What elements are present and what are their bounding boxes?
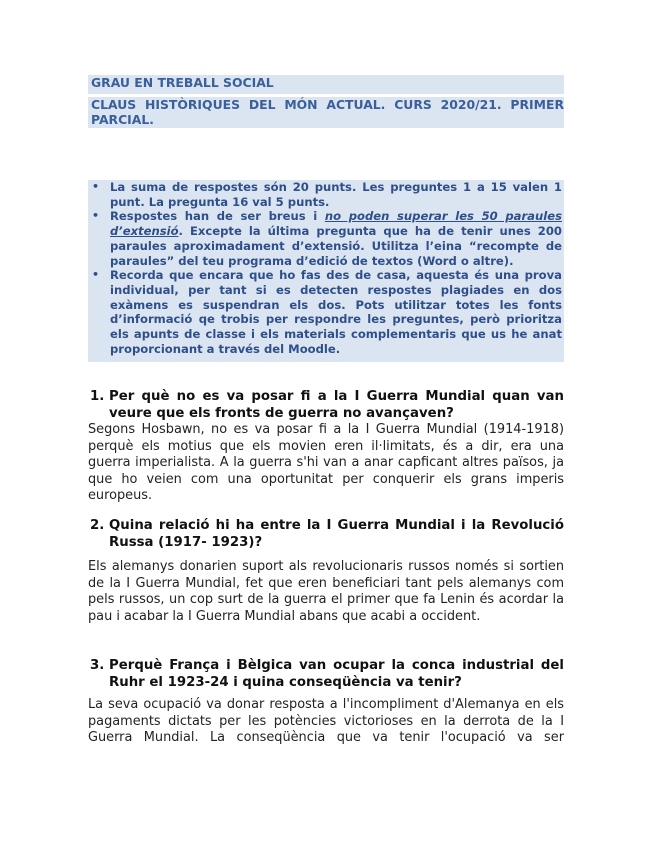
question-text: Quina relació hi ha entre la I Guerra Mundial i la Revolució Russa (1917- 1923)?: [109, 518, 564, 550]
answer-line: La seva ocupació va donar resposta a l'incompliment d'Alemanya en els: [88, 697, 564, 712]
answer-line: perquè els motius que els movien eren il·limitats, és a dir, era una: [88, 438, 564, 454]
instruction-text: La suma de respostes són 20 punts. Les preguntes 1 a 15 valen 1 punt. La pregunta 16 val 5 punts.: [110, 180, 562, 209]
exam-title-line-2: PARCIAL.: [91, 112, 154, 127]
instruction-item: [88, 268, 564, 356]
instruction-text: Recorda que encara que ho fas des de casa, aquesta és una prova individual, per tant si es detecten respostes plagiades en dos exàmens es suspendran els dos. Pots utilitzar totes les fonts d’informació qe trobis per respondre les preguntes, però prioritza els apunts de classe i els materials complementaris que us he anat proporcionant a través del Moodle.: [110, 268, 562, 356]
question-number: 1.: [90, 389, 105, 404]
instruction-underlined-text: no poden superar les 50 paraules d’extensió: [110, 209, 562, 239]
instruction-text: . Excepte la última pregunta que ha de tenir unes 200 paraules aproximadament d’extensió. Utilitza l’eina “recompte de paraules” del teu programa d’edició de textos (Word o altre).: [110, 224, 562, 268]
answer-line: guerra imperialista. A la guerra s'hi van a anar capficant altres països, ja: [88, 455, 564, 470]
exam-title: [88, 97, 564, 128]
question-1: [88, 389, 564, 422]
question-number: 2.: [90, 518, 105, 533]
exam-title-line-1: CLAUS HISTÒRIQUES DEL MÓN ACTUAL. CURS 2020/21. PRIMER: [91, 97, 564, 112]
bullet-icon: •: [92, 180, 100, 193]
instructions-box: [88, 180, 564, 362]
course-title: [88, 75, 564, 94]
degree-name: GRAU EN TREBALL SOCIAL: [91, 75, 274, 90]
answer-line: que ho veien com una oportunitat per conquerir els grans imperis: [88, 471, 564, 487]
answer-line: Segons Hosbawn, no es va posar fi a la I Guerra Mundial (1914-1918): [88, 422, 564, 437]
answer-line: pagaments dictats per les potències victorioses en la derrota de la I: [88, 713, 564, 729]
answer-line: pau i acabar la I Guerra Mundial abans que acabi a occident.: [88, 608, 481, 624]
answer-line: de la I Guerra Mundial, fet que eren beneficiari tant pels alemanys com: [88, 575, 564, 591]
bullet-icon: •: [92, 268, 100, 282]
question-number: 3.: [90, 658, 105, 673]
question-3: [88, 658, 564, 691]
instruction-text: Respostes han de ser breus i: [110, 209, 325, 224]
answer-2: [88, 559, 564, 625]
answer-line: pels russos, un cop surt de la guerra el primer que fa Lenin és acordar la: [88, 592, 564, 607]
instruction-item: [88, 209, 564, 268]
answer-line: Guerra Mundial. La conseqüència que va tenir l'ocupació va ser: [88, 730, 564, 745]
question-text: Per què no es va posar fi a la I Guerra Mundial quan van veure que els fronts de guerra no avançaven?: [109, 389, 564, 421]
bullet-icon: •: [92, 209, 100, 223]
instruction-item: [88, 180, 564, 209]
answer-line: europeus.: [88, 488, 153, 503]
answer-line: Els alemanys donarien suport als revolucionaris russos només si sortien: [88, 559, 564, 574]
question-2: [88, 518, 564, 551]
answer-3: [88, 697, 564, 747]
question-text: Perquè França i Bèlgica van ocupar la conca industrial del Ruhr el 1923-24 i quina conseqüència va tenir?: [109, 658, 564, 690]
answer-1: [88, 422, 564, 505]
